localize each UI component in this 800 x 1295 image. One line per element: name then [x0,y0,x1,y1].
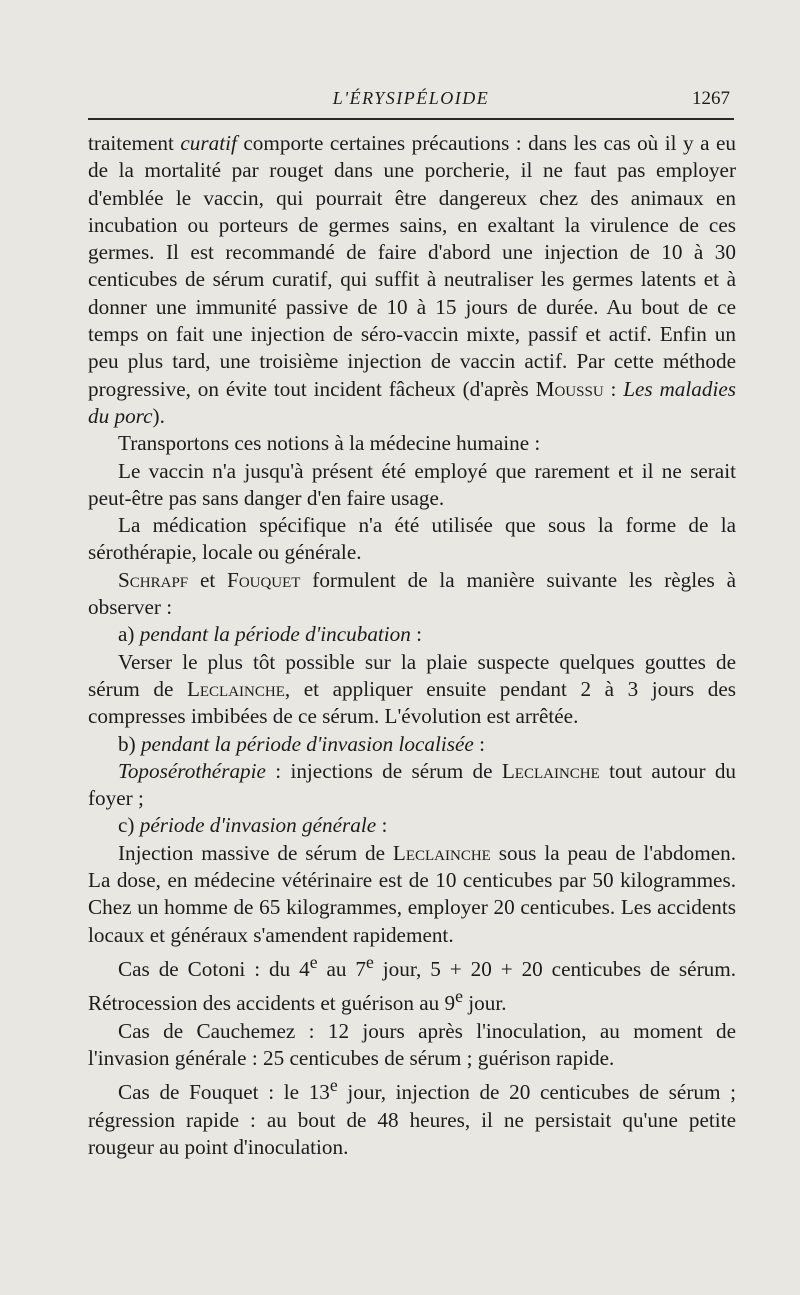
paragraph-general-invasion: Injection massive de sérum de Leclainche sous la peau de l'abdomen. La dose, en médecine vétérinaire est de 10 centicubes par 50 kilogrammes. Chez un homme de 65 kilogrammes, employer 20 centicubes. Les accidents locaux et généraux s'amendent rapidement. [88,840,736,947]
paragraph-case-cotoni: Cas de Cotoni : du 4e au 7e jour, 5 + 20 + 20 centicubes de sérum. Rétrocession des accidents et guérison au 9e jour. [88,951,736,1016]
body-text [88,130,736,1161]
paragraph-human-medicine: Transportons ces notions à la médecine humaine : [118,431,541,456]
paragraph-case-fouquet: Cas de Fouquet : le 13e jour, injection de 20 centicubes de sérum ; régression rapide : au bout de 48 heures, il ne persistait qu'une petite rougeur au point d'inoculation. [88,1075,737,1159]
paragraph-localized-invasion: Toposérothérapie : injections de sérum de Leclainche tout autour du foyer ; [88,758,737,811]
paragraph-vaccine: Le vaccin n'a jusqu'à présent été employé que rarement et il ne serait peut-être pas sans danger d'en faire usage. [88,458,736,510]
heading-localized-invasion: b) pendant la période d'invasion localisée : [118,731,486,756]
paragraph-case-cauchemez: Cas de Cauchemez : 12 jours après l'inoculation, au moment de l'invasion générale : 25 centicubes de sérum ; guérison rapide. [88,1018,736,1070]
heading-incubation: a) pendant la période d'incubation : [118,622,423,647]
running-title: L'ÉRYSIPÉLOIDE [332,88,490,108]
page-header [88,88,734,120]
paragraph-incubation: Verser le plus tôt possible sur la plaie suspecte quelques gouttes de sérum de Leclainche, et appliquer ensuite pendant 2 à 3 jours des compresses imbibées de ce sérum. L'évolution est arrêtée. [88,649,736,729]
paragraph-curative-treatment: traitement curatif comporte certaines précautions : dans les cas où il y a eu de la mortalité par rouget dans une porcherie, il ne faut pas employer d'emblée le vaccin, qui pourrait être dangereux chez des animaux en incubation ou porteurs de germes sains, en exaltant la virulence de ces germes. Il est recommandé de faire d'abord une injection de 10 à 30 centicubes de sérum curatif, qui suffit à neutraliser les germes latents et à donner une immunité passive de 10 à 15 jours de durée. Au bout de ce temps on fait une injection de séro-vaccin mixte, passif et actif. Enfin un peu plus tard, une troisième injection de vaccin actif. Par cette méthode progressive, on évite tout incident fâcheux (d'après Moussu : Les maladies du porc). [88,131,737,428]
page-number: 1267 [692,88,730,109]
heading-general-invasion: c) période d'invasion générale : [118,813,388,838]
paragraph-serotherapy: La médication spécifique n'a été utilisée que sous la forme de la sérothérapie, locale ou générale. [88,513,736,565]
paragraph-rules: Schrapf et Fouquet formulent de la manière suivante les règles à observer : [88,567,736,620]
